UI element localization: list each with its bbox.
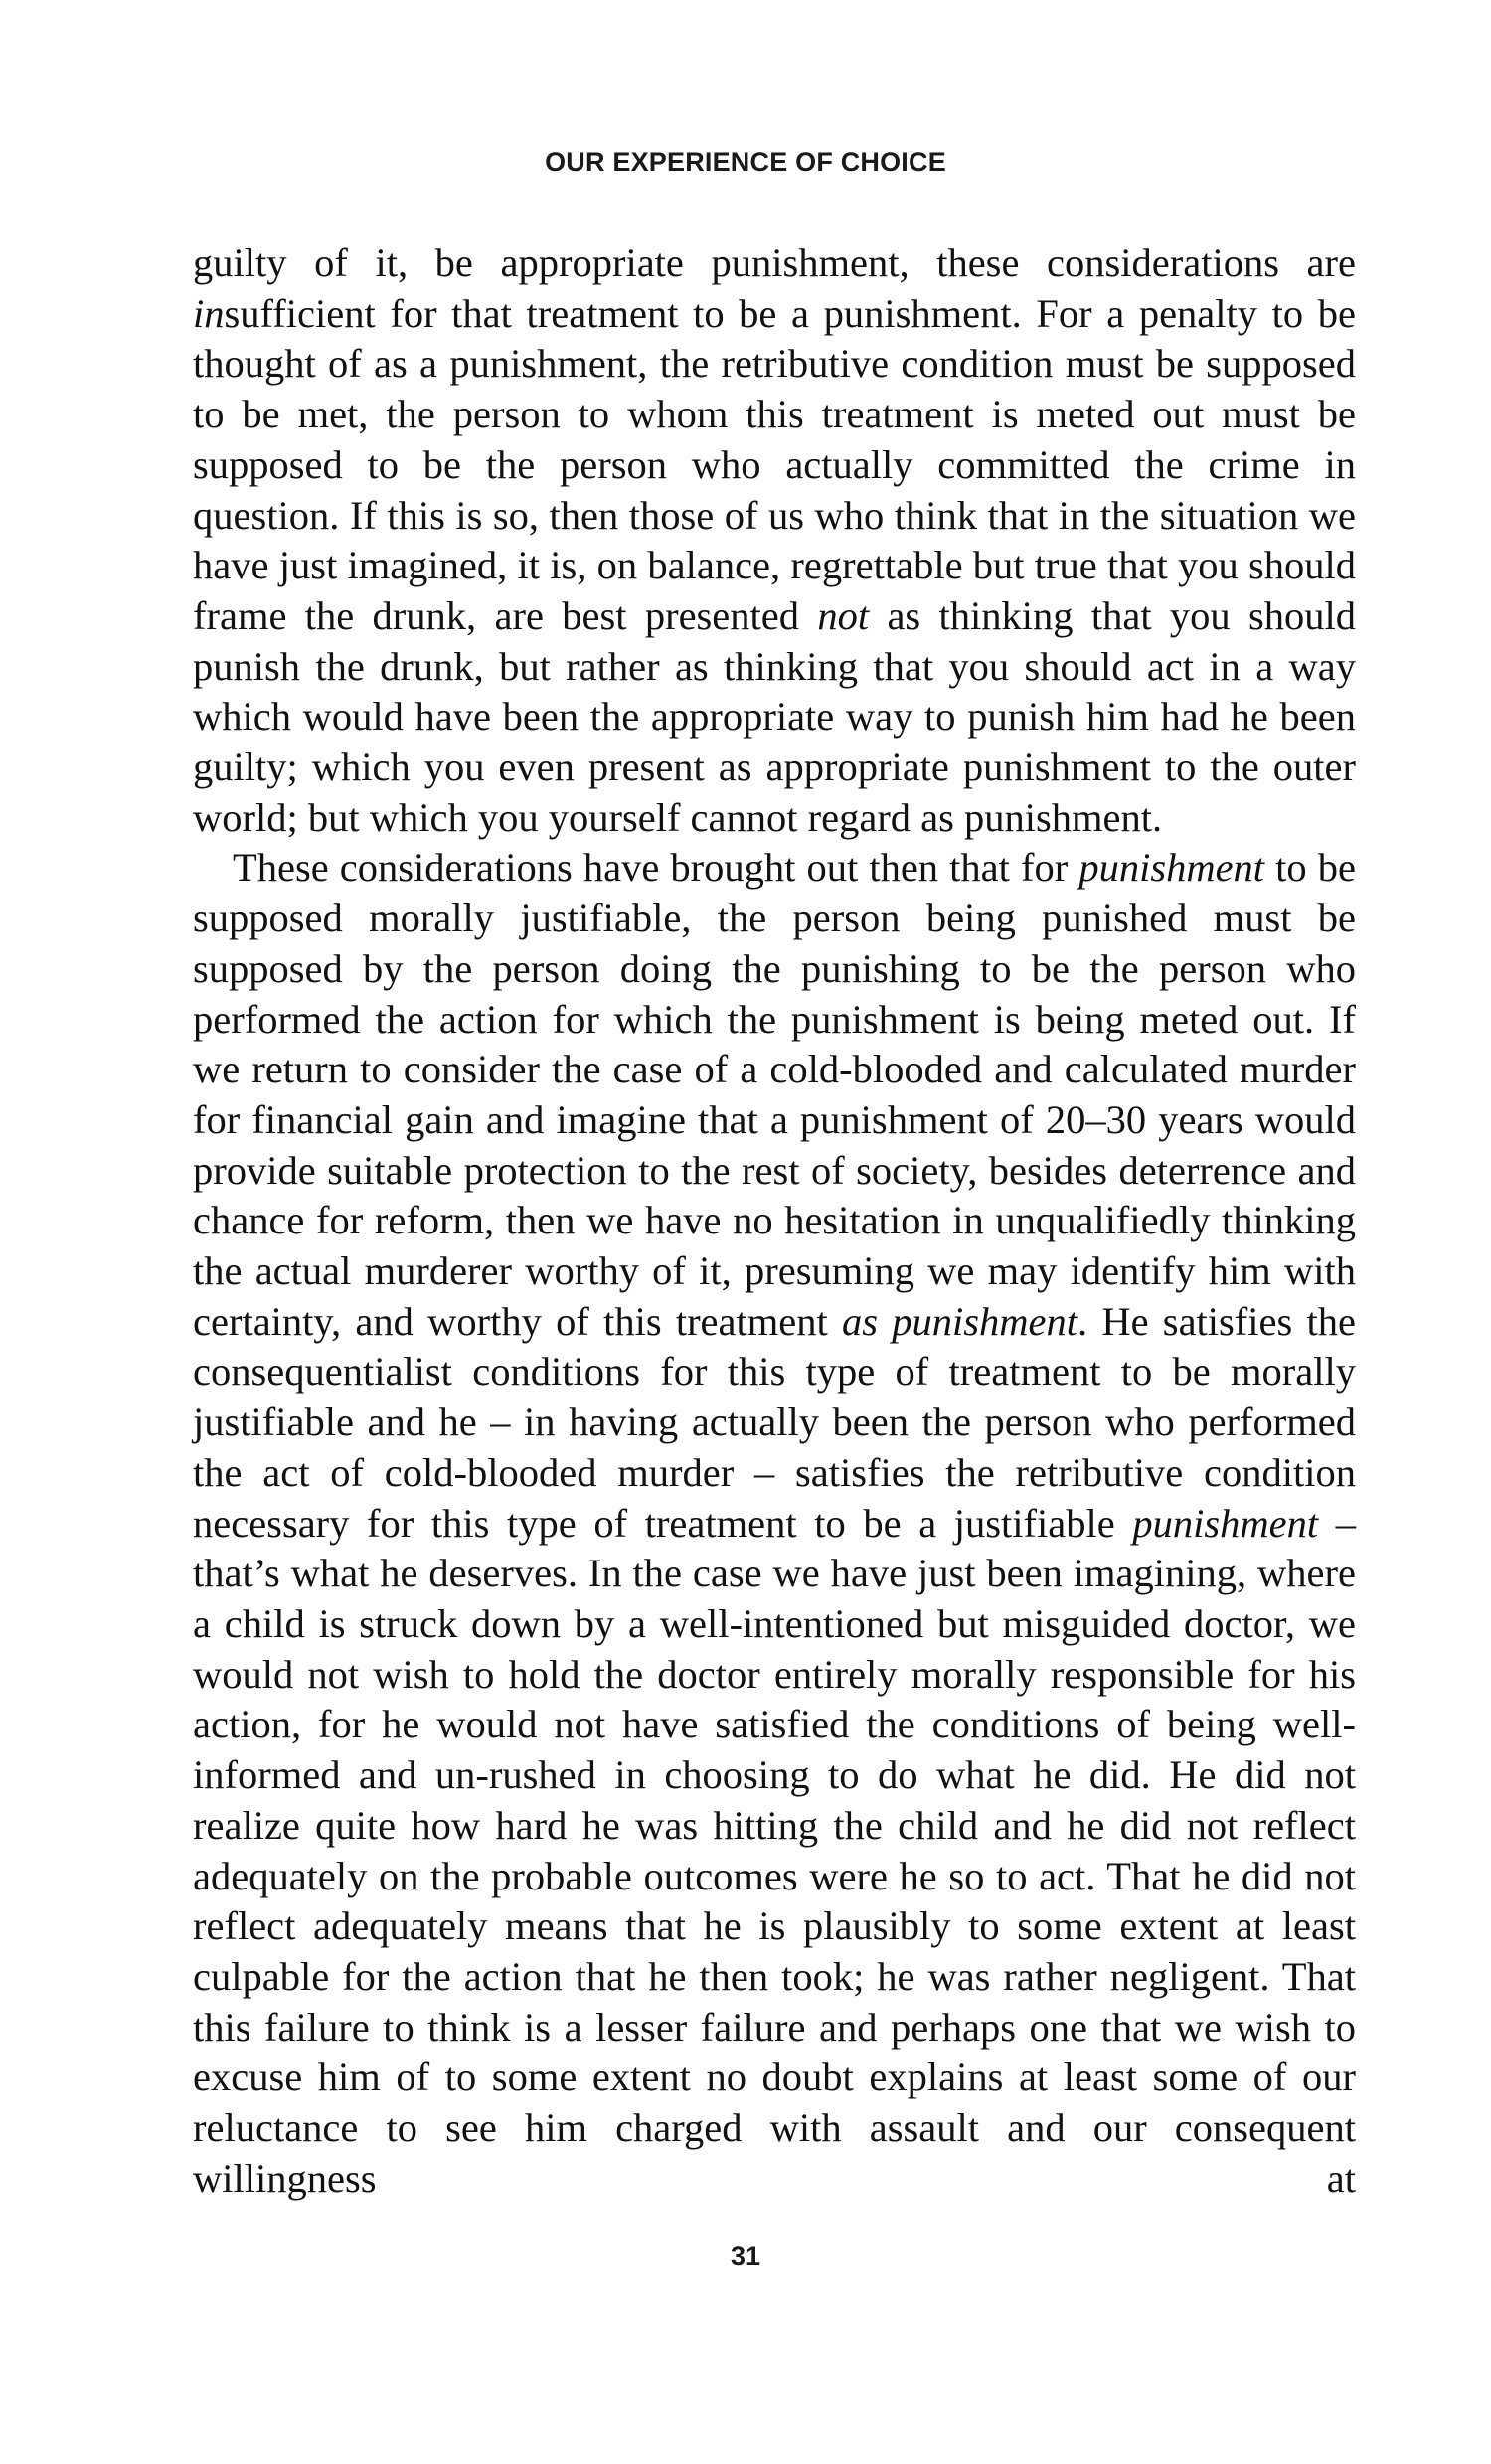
running-head: OUR EXPERIENCE OF CHOICE — [545, 147, 946, 177]
text-segment-italic: punishment — [1132, 1500, 1319, 1546]
text-segment-italic: punishment — [1078, 845, 1265, 891]
paragraph-1 — [193, 239, 1356, 843]
body-text — [193, 239, 1356, 2204]
text-segment: to be supposed morally justifiable, the person being punished must be supposed by the person doing the punishing to be the person who performed the action for which the punishment is being meted out. If we return to consider the case of a cold-blooded and calculated murder for financial gain and imagine that a punishment of 20–30 years would provide suitable protection to the rest of society, besides deterrence and chance for reform, then we have no hesitation in unqualifiedly thinking the actual murderer worthy of it, presuming we may identify him with certainty, and worthy of this treatment — [193, 845, 1356, 1344]
text-segment-italic: in — [193, 290, 225, 336]
text-segment: guilty of it, be appropriate punishment, these considerations are — [193, 241, 1356, 285]
text-segment-italic: not — [817, 592, 870, 638]
text-segment: – that’s what he deserves. In the case we have just been imagining, where a child is struck down by a well-intentioned but misguided doctor, we would not wish to hold the doctor entirely morally responsible for his action, for he would not have satisfied the conditions of being well-informed and un-rushed in choosing to do what he did. He did not realize quite how hard he was hitting the child and he did not reflect adequately on the probable outcomes were he so to act. That he did not reflect adequately means that he is plausibly to some extent at least culpable for the action that he then took; he was rather negligent. That this failure to think is a lesser failure and perhaps one that we wish to excuse him of to some extent no doubt explains at least some of our reluctance to see him charged with assault and our consequent willingness at — [193, 1500, 1356, 2201]
page-number: 31 — [730, 2241, 761, 2271]
text-segment: These considerations have brought out then that for — [233, 845, 1079, 891]
text-segment: . He satisfies the consequentialist conditions for this type of treatment to be morally justifiable and he – in having actually been the person who performed the act of cold-blooded murder – satisfies the retributive condition necessary for this type of treatment to be a justifiable — [193, 1298, 1357, 1546]
text-segment-italic: as punishment — [841, 1298, 1077, 1344]
paragraph-2 — [193, 843, 1356, 2204]
text-segment: sufficient for that treatment to be a punishment. For a penalty to be thought of as a punishment, the retributive condition must be supposed to be met, the person to whom this treatment is meted out must be supposed to be the person who actually committed the crime in question. If this is so, then those of us who think that in the situation we have just imagined, it is, on balance, regrettable but true that you should frame the drunk, are best presented — [193, 290, 1356, 638]
text-segment: as thinking that you should punish the drunk, but rather as thinking that you should act in a way which would have been the appropriate way to punish him had he been guilty; which you even present as appropriate punishment to the outer world; but which you yourself cannot regard as punishment. — [193, 592, 1356, 840]
